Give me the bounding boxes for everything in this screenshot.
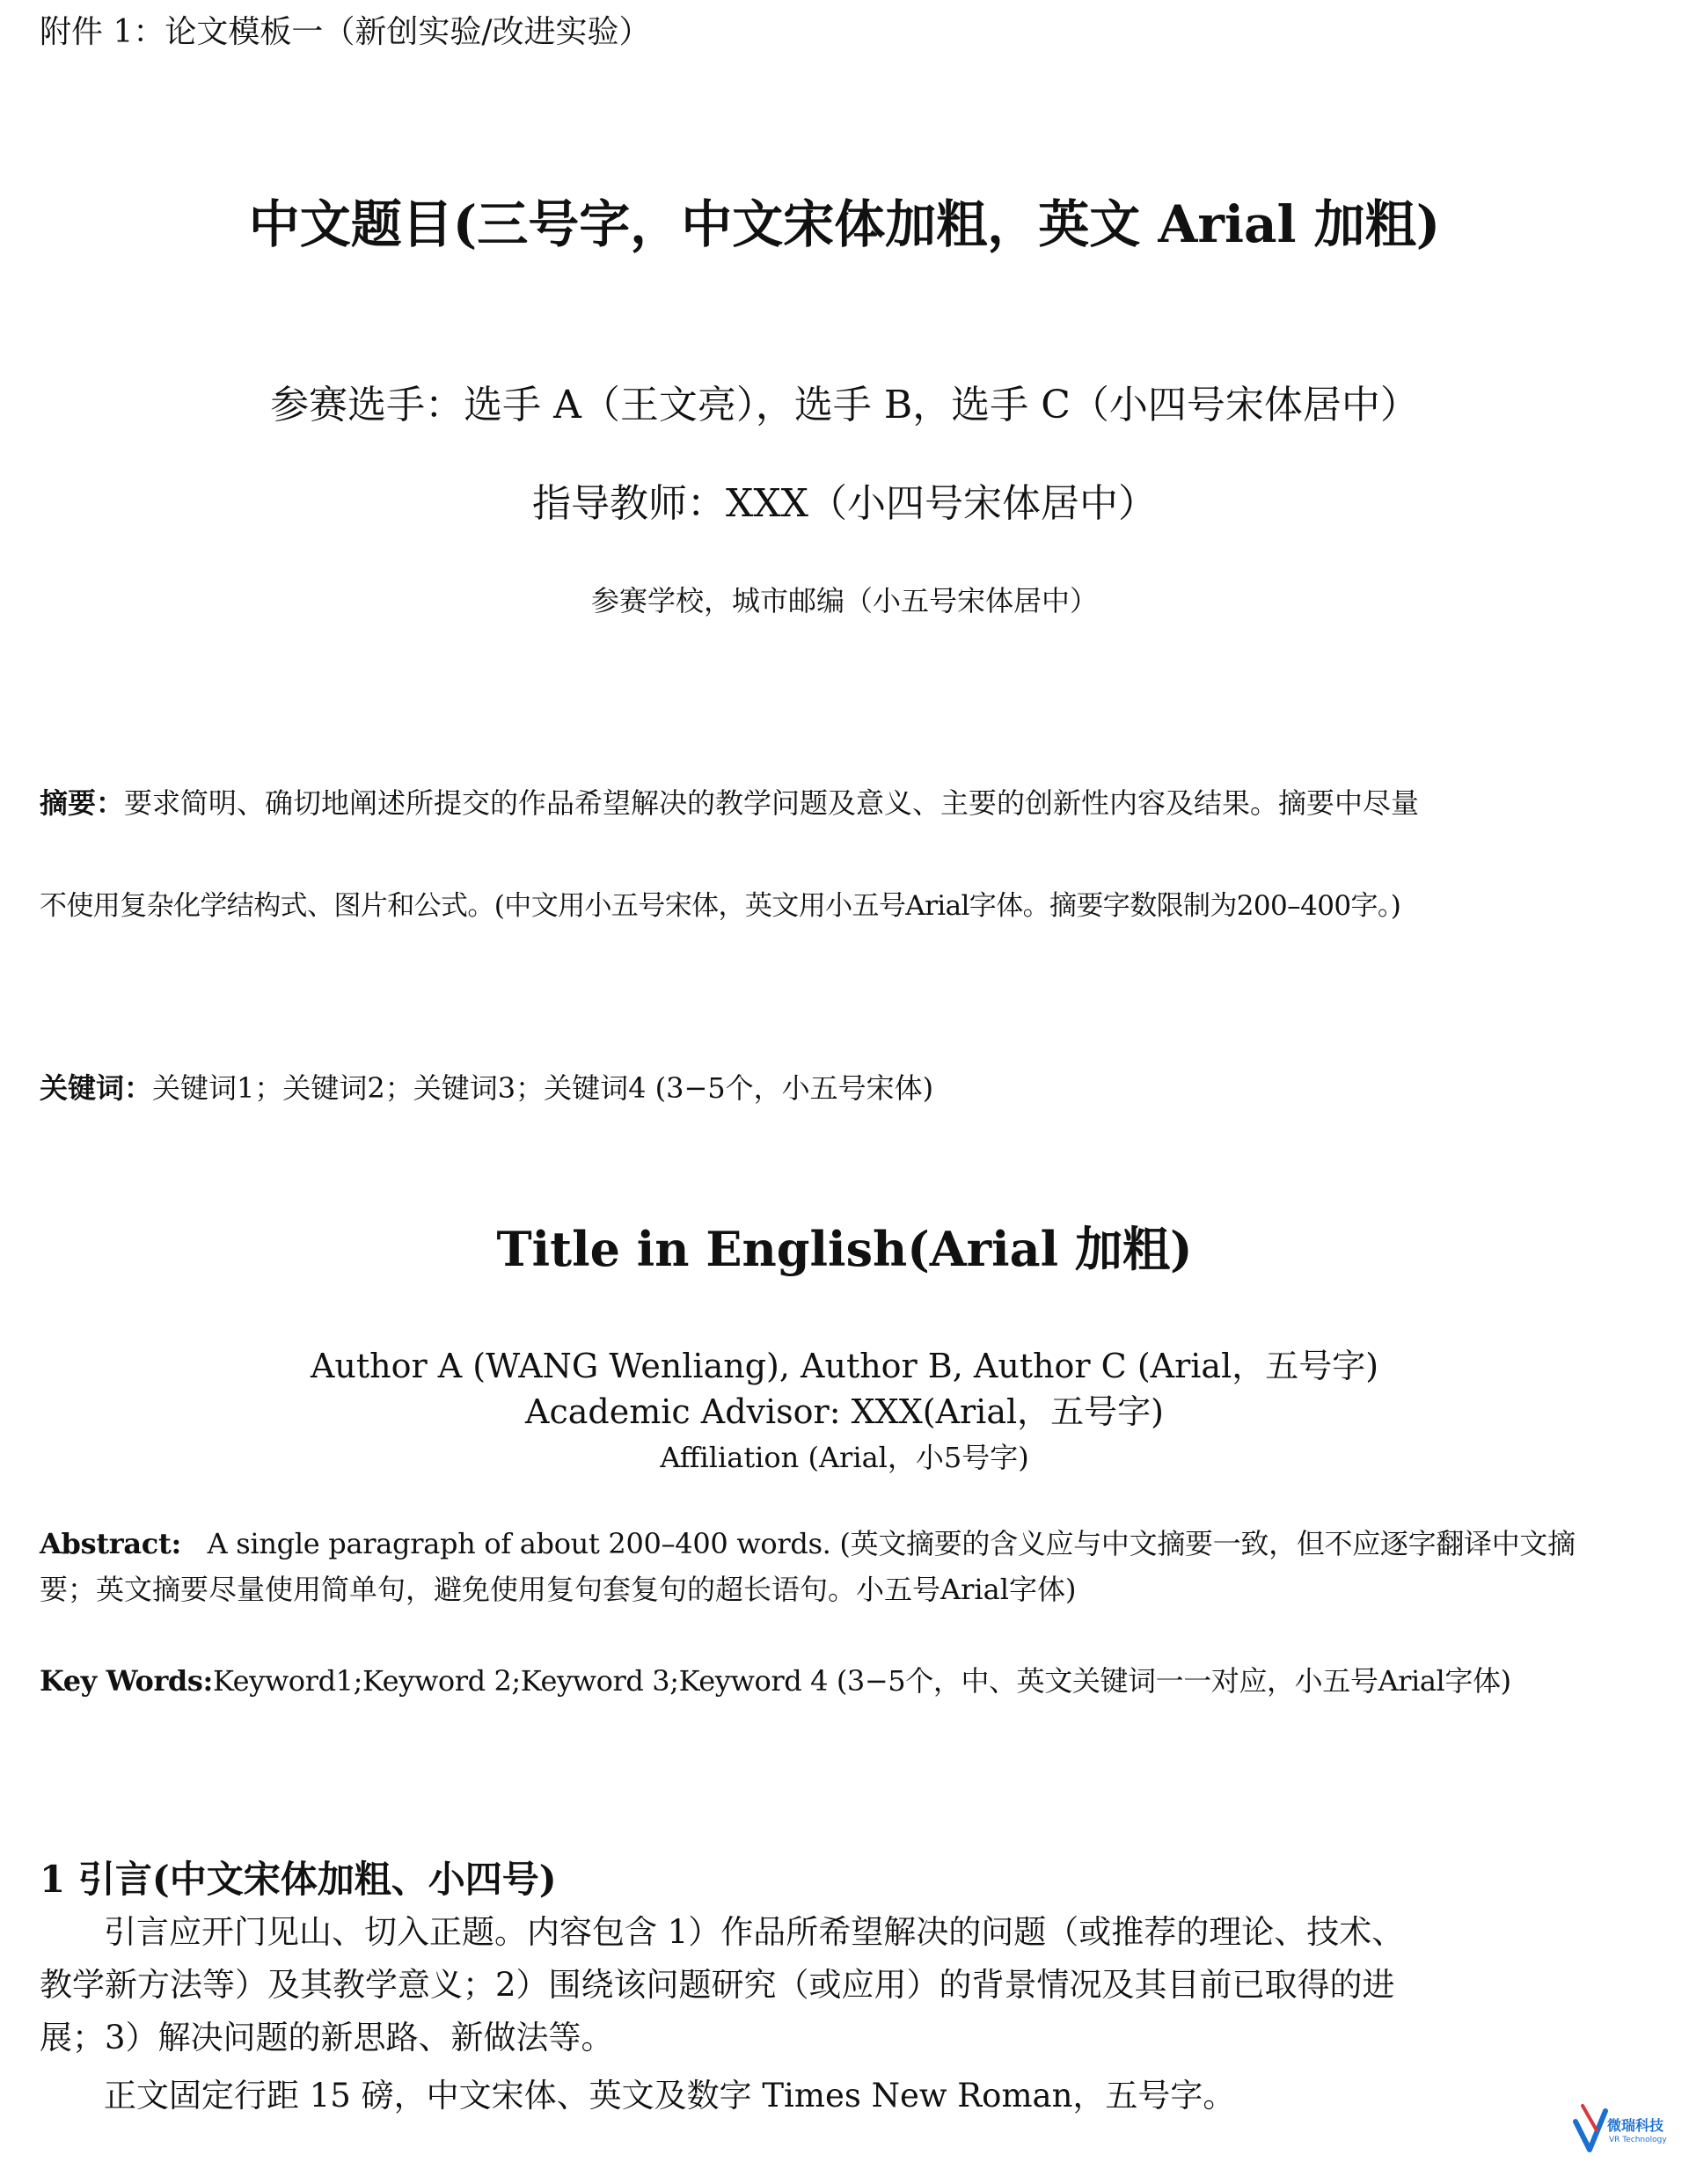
watermark-brand: 微瑞科技 [1607, 2117, 1664, 2134]
en-abstract-text1: A single paragraph of about 200–400 words. (英文摘要的含义应与中文摘要一致，但不应逐字翻译中文摘 [207, 1527, 1576, 1560]
en-abstract-label: Abstract: [40, 1527, 181, 1560]
en-keywords-text: Keyword1;Keyword 2;Keyword 3;Keyword 4 (3−5个，中、英文关键词一一对应，小五号Arial字体) [212, 1664, 1511, 1698]
en-keywords [40, 1659, 1511, 1699]
cn-abstract-line1 [40, 781, 1419, 822]
section1-line3: 展；3）解决问题的新思路、新做法等。 [40, 2019, 614, 2056]
en-title: Title in English(Arial 加粗) [496, 1221, 1193, 1277]
header-note: 附件 1：论文模板一（新创实验/改进实验） [40, 14, 651, 50]
watermark-sub: VR Technology [1609, 2136, 1667, 2144]
en-affiliation: Affiliation (Arial，小5号字) [660, 1441, 1029, 1474]
cn-abstract-label: 摘要： [40, 786, 125, 820]
section1-line2: 教学新方法等）及其教学意义；2）围绕该问题研究（或应用）的背景情况及其目前已取得的进 [40, 1966, 1395, 2004]
cn-keywords-label: 关键词： [40, 1071, 153, 1105]
section1-line1: 引言应开门见山、切入正题。内容包含 1）作品所希望解决的问题（或推荐的理论、技术、 [104, 1913, 1405, 1951]
en-abstract-line1 [40, 1522, 1576, 1562]
en-keywords-label: Key Words: [40, 1664, 213, 1698]
section1-line4: 正文固定行距 15 磅，中文宋体、英文及数字 Times New Roman，五号字。 [104, 2077, 1236, 2115]
cn-title: 中文题目(三号字，中文宋体加粗，英文 Arial 加粗) [248, 194, 1441, 254]
watermark-logo [1570, 2095, 1676, 2166]
cn-advisor: 指导教师：XXX（小四号宋体居中） [532, 481, 1157, 526]
cn-abstract-text1: 要求简明、确切地阐述所提交的作品希望解决的教学问题及意义、主要的创新性内容及结果。摘要中尽量 [124, 786, 1420, 820]
cn-abstract-line2: 不使用复杂化学结构式、图片和公式。(中文用小五号宋体，英文用小五号Arial字体。摘要字数限制为200–400字。) [40, 890, 1401, 922]
en-advisor: Academic Advisor: XXX(Arial，五号字) [525, 1392, 1164, 1431]
cn-affiliation: 参赛学校，城市邮编（小五号宋体居中） [590, 584, 1098, 617]
en-abstract-line2: 要；英文摘要尽量使用简单句，避免使用复句套复句的超长语句。小五号Arial字体) [40, 1573, 1077, 1606]
section1-heading: 1 引言(中文宋体加粗、小四号) [40, 1858, 557, 1901]
cn-authors: 参赛选手：选手 A（王文亮），选手 B，选手 C（小四号宋体居中） [270, 383, 1419, 427]
cn-keywords [40, 1066, 933, 1107]
en-authors: Author A (WANG Wenliang), Author B, Author C (Arial，五号字) [310, 1347, 1379, 1385]
cn-keywords-text: 关键词1；关键词2；关键词3；关键词4 (3−5个，小五号宋体) [152, 1071, 934, 1105]
